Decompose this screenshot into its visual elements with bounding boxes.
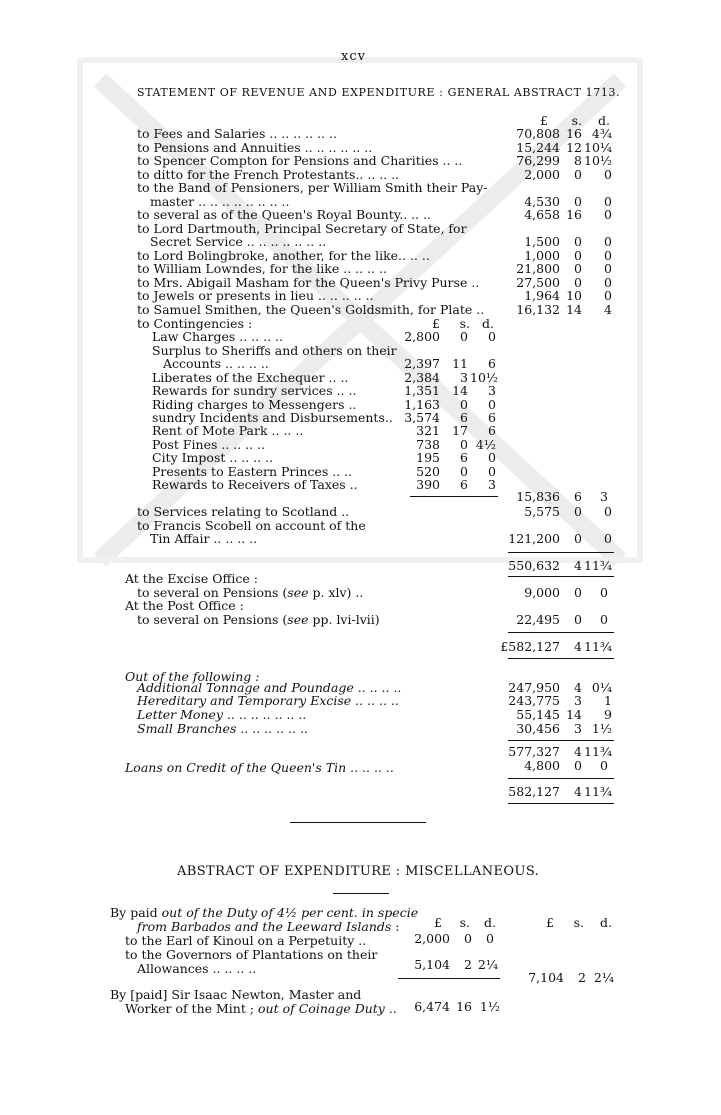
contingencies-total-shillings: 6 — [574, 489, 582, 504]
row-pence: 0 — [488, 450, 496, 465]
out-of-total-shillings: 4 — [574, 784, 582, 799]
row-pounds: 1,351 — [404, 383, 440, 398]
misc-col-shillings-outer: s. — [573, 915, 584, 930]
row-label: Liberates of the Exchequer .. .. — [152, 370, 349, 385]
cont-col-pounds: £ — [432, 316, 440, 331]
row-pence: 0 — [604, 288, 612, 303]
subtotal-pounds: 550,632 — [508, 558, 560, 573]
row-pounds: 27,500 — [516, 275, 560, 290]
row-pence: 10½ — [584, 153, 613, 168]
excise-pounds: 9,000 — [524, 585, 560, 600]
misc-col-pounds-inner: £ — [434, 915, 442, 930]
subtotal-pence: 11¾ — [584, 558, 613, 573]
row-shillings: 0 — [574, 248, 582, 263]
row-pence: 4¾ — [591, 126, 612, 141]
row-label: Rewards for sundry services .. .. — [152, 383, 357, 398]
post-shillings: 0 — [574, 612, 582, 627]
row-label: Secret Service .. .. .. .. .. .. .. — [150, 234, 327, 249]
by-paid-line1: By paid out of the Duty of 4½ per cent. in specie — [110, 905, 419, 920]
out-of-total-rule-bottom — [508, 803, 614, 804]
row-pence: 0 — [604, 234, 612, 249]
row-pence: 0 — [604, 207, 612, 222]
row-pence: 0¼ — [591, 680, 612, 695]
row-shillings: 0 — [574, 194, 582, 209]
row-shillings: 0 — [574, 531, 582, 546]
subtotal-shillings: 4 — [574, 558, 582, 573]
row-pounds: 195 — [416, 450, 440, 465]
contingencies-total-pounds: 15,836 — [516, 489, 560, 504]
grand-total-shillings: 4 — [574, 639, 582, 654]
subtotal-rule-bottom — [508, 576, 614, 577]
out-of-subtotal-pence: 11¾ — [584, 744, 613, 759]
row-pounds: 1,000 — [524, 248, 560, 263]
row-pounds: 5,575 — [524, 504, 560, 519]
row-pounds: 4,658 — [524, 207, 560, 222]
row-pence: 0 — [488, 329, 496, 344]
row-shillings: 8 — [574, 153, 582, 168]
row-pence: 10¼ — [584, 140, 613, 155]
newton-line1: By [paid] Sir Isaac Newton, Master and — [110, 987, 362, 1002]
row-pounds: 1,964 — [524, 288, 560, 303]
row-label: master .. .. .. .. .. .. .. .. — [150, 194, 290, 209]
kinoul-pounds: 2,000 — [414, 931, 450, 946]
misc-inner-rule — [398, 978, 500, 979]
contingencies-total-pence: 3 — [600, 489, 608, 504]
row-pounds: 15,244 — [516, 140, 560, 155]
row-shillings: 12 — [566, 140, 582, 155]
row-pence: 1½ — [591, 721, 612, 736]
row-label: Post Fines .. .. .. .. — [152, 437, 266, 452]
loans-shillings: 0 — [574, 758, 582, 773]
row-label: Presents to Eastern Princes .. .. — [152, 464, 353, 479]
newton-pence: 1½ — [479, 999, 500, 1014]
row-pence: 9 — [604, 707, 612, 722]
row-label: sundry Incidents and Disbursements.. — [152, 410, 393, 425]
row-pounds: 16,132 — [516, 302, 560, 317]
row-pence: 0 — [604, 504, 612, 519]
row-shillings: 3 — [574, 721, 582, 736]
governors-line1: to the Governors of Plantations on their — [125, 947, 378, 962]
row-label: to Pensions and Annuities .. .. .. .. .. .. — [137, 140, 373, 155]
misc-col-pounds-outer: £ — [546, 915, 554, 930]
contingencies-label: to Contingencies : — [137, 316, 253, 331]
row-pounds: 2,800 — [404, 329, 440, 344]
grand-total-rule — [508, 632, 614, 633]
row-pence: 0 — [488, 464, 496, 479]
row-shillings: 0 — [574, 504, 582, 519]
row-shillings: 6 — [460, 410, 468, 425]
page-header: STATEMENT OF REVENUE AND EXPENDITURE : GENERAL ABSTRACT 1713. — [137, 86, 621, 99]
row-pounds: 520 — [416, 464, 440, 479]
excise-line: to several on Pensions (see p. xlv) .. — [137, 585, 364, 600]
row-pounds: 2,000 — [524, 167, 560, 182]
row-shillings: 10 — [566, 288, 582, 303]
row-label: to Spencer Compton for Pensions and Charities .. .. — [137, 153, 463, 168]
misc-total-shillings: 2 — [578, 970, 586, 985]
row-shillings: 16 — [566, 207, 582, 222]
row-pence: 6 — [488, 410, 496, 425]
row-pence: 0 — [604, 248, 612, 263]
governors-line2: Allowances .. .. .. .. — [137, 961, 257, 976]
row-pence: 6 — [488, 356, 496, 371]
row-shillings: 0 — [460, 464, 468, 479]
row-pounds: 1,500 — [524, 234, 560, 249]
row-pounds: 321 — [416, 423, 440, 438]
row-label: to Lord Bolingbroke, another, for the like.. .. .. — [137, 248, 430, 263]
row-label: to Samuel Smithen, the Queen's Goldsmith, for Plate .. — [137, 302, 485, 317]
row-pence: 1 — [604, 693, 612, 708]
row-shillings: 0 — [574, 167, 582, 182]
by-paid-line2: from Barbados and the Leeward Islands : — [137, 919, 400, 934]
row-pounds: 390 — [416, 477, 440, 492]
row-shillings: 14 — [566, 707, 582, 722]
newton-line2: Worker of the Mint ; out of Coinage Duty .. — [125, 1001, 397, 1016]
row-label: Accounts .. .. .. .. — [163, 356, 269, 371]
row-shillings: 0 — [460, 437, 468, 452]
row-label: Tin Affair .. .. .. .. — [150, 531, 258, 546]
row-label: to ditto for the French Protestants.. .. .. .. — [137, 167, 400, 182]
post-heading: At the Post Office : — [125, 598, 244, 613]
page-number: xcv — [341, 49, 366, 64]
cont-col-shillings: s. — [459, 316, 470, 331]
row-shillings: 0 — [574, 275, 582, 290]
cont-col-pence: d. — [482, 316, 494, 331]
kinoul-pence: 0 — [486, 931, 494, 946]
row-shillings: 6 — [460, 477, 468, 492]
misc-title-rule — [333, 893, 389, 894]
row-label: to the Band of Pensioners, per William Smith their Pay- — [137, 180, 488, 195]
misc-title: ABSTRACT OF EXPENDITURE : MISCELLANEOUS. — [177, 864, 540, 879]
row-label: to Lord Dartmouth, Principal Secretary of State, for — [137, 221, 467, 236]
misc-total-pence: 2¼ — [593, 970, 614, 985]
row-label: Law Charges .. .. .. .. — [152, 329, 283, 344]
row-label: Riding charges to Messengers .. — [152, 397, 357, 412]
row-pence: 0 — [488, 397, 496, 412]
kinoul-shillings: 0 — [464, 931, 472, 946]
row-pounds: 3,574 — [404, 410, 440, 425]
row-pounds: 2,397 — [404, 356, 440, 371]
row-shillings: 16 — [566, 126, 582, 141]
row-shillings: 4 — [574, 680, 582, 695]
section-divider — [290, 822, 426, 823]
kinoul-label: to the Earl of Kinoul on a Perpetuity .. — [125, 933, 367, 948]
out-of-total-pounds: 582,127 — [508, 784, 560, 799]
row-pence: 3 — [488, 477, 496, 492]
newton-pounds: 6,474 — [414, 999, 450, 1014]
out-of-total-rule — [508, 778, 614, 779]
subtotal-rule — [508, 552, 614, 553]
grand-total-pounds: £582,127 — [500, 639, 560, 654]
row-label: to Mrs. Abigail Masham for the Queen's Privy Purse .. — [137, 275, 480, 290]
row-pounds: 1,163 — [404, 397, 440, 412]
row-pounds: 30,456 — [516, 721, 560, 736]
governors-pounds: 5,104 — [414, 957, 450, 972]
row-pounds: 70,808 — [516, 126, 560, 141]
misc-col-shillings-inner: s. — [459, 915, 470, 930]
newton-shillings: 16 — [456, 999, 472, 1014]
out-of-rule — [508, 740, 614, 741]
governors-pence: 2¼ — [477, 957, 498, 972]
row-label: to Fees and Salaries .. .. .. .. .. .. — [137, 126, 337, 141]
row-label: City Impost .. .. .. .. — [152, 450, 274, 465]
row-pence: 0 — [604, 261, 612, 276]
row-label: Rewards to Receivers of Taxes .. — [152, 477, 358, 492]
misc-col-pence-inner: d. — [484, 915, 496, 930]
col-head-shillings: s. — [571, 113, 582, 128]
loans-label: Loans on Credit of the Queen's Tin .. .. .. .. — [125, 760, 394, 775]
row-label: Rent of Mote Park .. .. .. — [152, 423, 304, 438]
grand-total-pence: 11¾ — [584, 639, 613, 654]
row-pounds: 76,299 — [516, 153, 560, 168]
excise-heading: At the Excise Office : — [125, 571, 258, 586]
row-shillings: 3 — [460, 370, 468, 385]
row-pounds: 243,775 — [508, 693, 560, 708]
row-pence: 0 — [604, 194, 612, 209]
post-pounds: 22,495 — [516, 612, 560, 627]
governors-shillings: 2 — [464, 957, 472, 972]
row-label: Letter Money .. .. .. .. .. .. .. — [137, 707, 307, 722]
loans-pounds: 4,800 — [524, 758, 560, 773]
row-pounds: 738 — [416, 437, 440, 452]
row-label: Additional Tonnage and Poundage .. .. .. .. — [137, 680, 402, 695]
row-pence: 0 — [604, 275, 612, 290]
row-label: to Jewels or presents in lieu .. .. .. .. .. — [137, 288, 374, 303]
row-shillings: 0 — [460, 397, 468, 412]
row-label: Surplus to Sheriffs and others on their — [152, 343, 397, 358]
row-pounds: 2,384 — [404, 370, 440, 385]
out-of-subtotal-pounds: 577,327 — [508, 744, 560, 759]
row-pence: 10½ — [470, 370, 499, 385]
out-of-heading: Out of the following : — [125, 669, 260, 684]
row-label: to Francis Scobell on account of the — [137, 518, 366, 533]
row-pence: 0 — [604, 167, 612, 182]
row-shillings: 0 — [460, 329, 468, 344]
row-shillings: 0 — [574, 261, 582, 276]
col-head-pounds: £ — [540, 113, 548, 128]
row-shillings: 3 — [574, 693, 582, 708]
col-head-pence: d. — [598, 113, 610, 128]
row-label: to several as of the Queen's Royal Bounty.. .. .. — [137, 207, 432, 222]
misc-col-pence-outer: d. — [600, 915, 612, 930]
row-shillings: 14 — [452, 383, 468, 398]
row-shillings: 6 — [460, 450, 468, 465]
row-pence: 6 — [488, 423, 496, 438]
misc-total-pounds: 7,104 — [528, 970, 564, 985]
row-shillings: 17 — [452, 423, 468, 438]
row-pounds: 121,200 — [508, 531, 560, 546]
post-line: to several on Pensions (see pp. lvi-lvii) — [137, 612, 380, 627]
row-pence: 3 — [488, 383, 496, 398]
row-pence: 0 — [604, 531, 612, 546]
row-shillings: 14 — [566, 302, 582, 317]
loans-pence: 0 — [600, 758, 608, 773]
row-pounds: 55,145 — [516, 707, 560, 722]
row-pence: 4½ — [475, 437, 496, 452]
row-shillings: 0 — [574, 234, 582, 249]
row-pounds: 247,950 — [508, 680, 560, 695]
row-label: Small Branches .. .. .. .. .. .. — [137, 721, 308, 736]
row-label: Hereditary and Temporary Excise .. .. .. .. — [137, 693, 399, 708]
row-pounds: 21,800 — [516, 261, 560, 276]
excise-shillings: 0 — [574, 585, 582, 600]
row-label: to Services relating to Scotland .. — [137, 504, 350, 519]
grand-total-rule-bottom — [508, 658, 614, 659]
row-shillings: 11 — [452, 356, 468, 371]
out-of-total-pence: 11¾ — [584, 784, 613, 799]
row-pounds: 4,530 — [524, 194, 560, 209]
row-label: to William Lowndes, for the like .. .. .. .. — [137, 261, 387, 276]
post-pence: 0 — [600, 612, 608, 627]
out-of-subtotal-shillings: 4 — [574, 744, 582, 759]
row-pence: 4 — [604, 302, 612, 317]
excise-pence: 0 — [600, 585, 608, 600]
contingencies-rule — [410, 496, 498, 497]
